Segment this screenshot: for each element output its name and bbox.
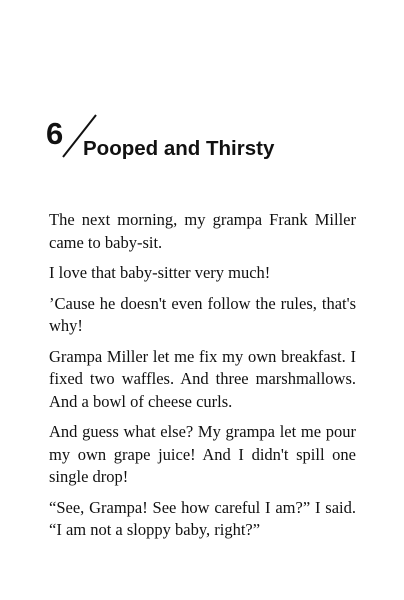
chapter-body <box>49 209 356 550</box>
paragraph: The next morning, my grampa Frank Miller came to baby-sit. <box>49 210 356 252</box>
paragraph: I love that baby-sitter very much! <box>49 263 271 282</box>
paragraph: ’Cause he doesn't even follow the rules, that's why! <box>49 293 356 335</box>
paragraph: “See, Grampa! See how careful I am?” I said. “I am not a sloppy baby, right?” <box>49 497 356 539</box>
chapter-header <box>44 112 374 172</box>
chapter-title: Pooped and Thirsty <box>83 137 275 160</box>
chapter-number: 6 <box>46 116 64 151</box>
paragraph: Grampa Miller let me fix my own breakfast. I fixed two waffles. And three marshmallows. And a bowl of cheese curls. <box>49 346 356 411</box>
paragraph: And guess what else? My grampa let me pour my own grape juice! And I didn't spill one single drop! <box>49 422 356 486</box>
